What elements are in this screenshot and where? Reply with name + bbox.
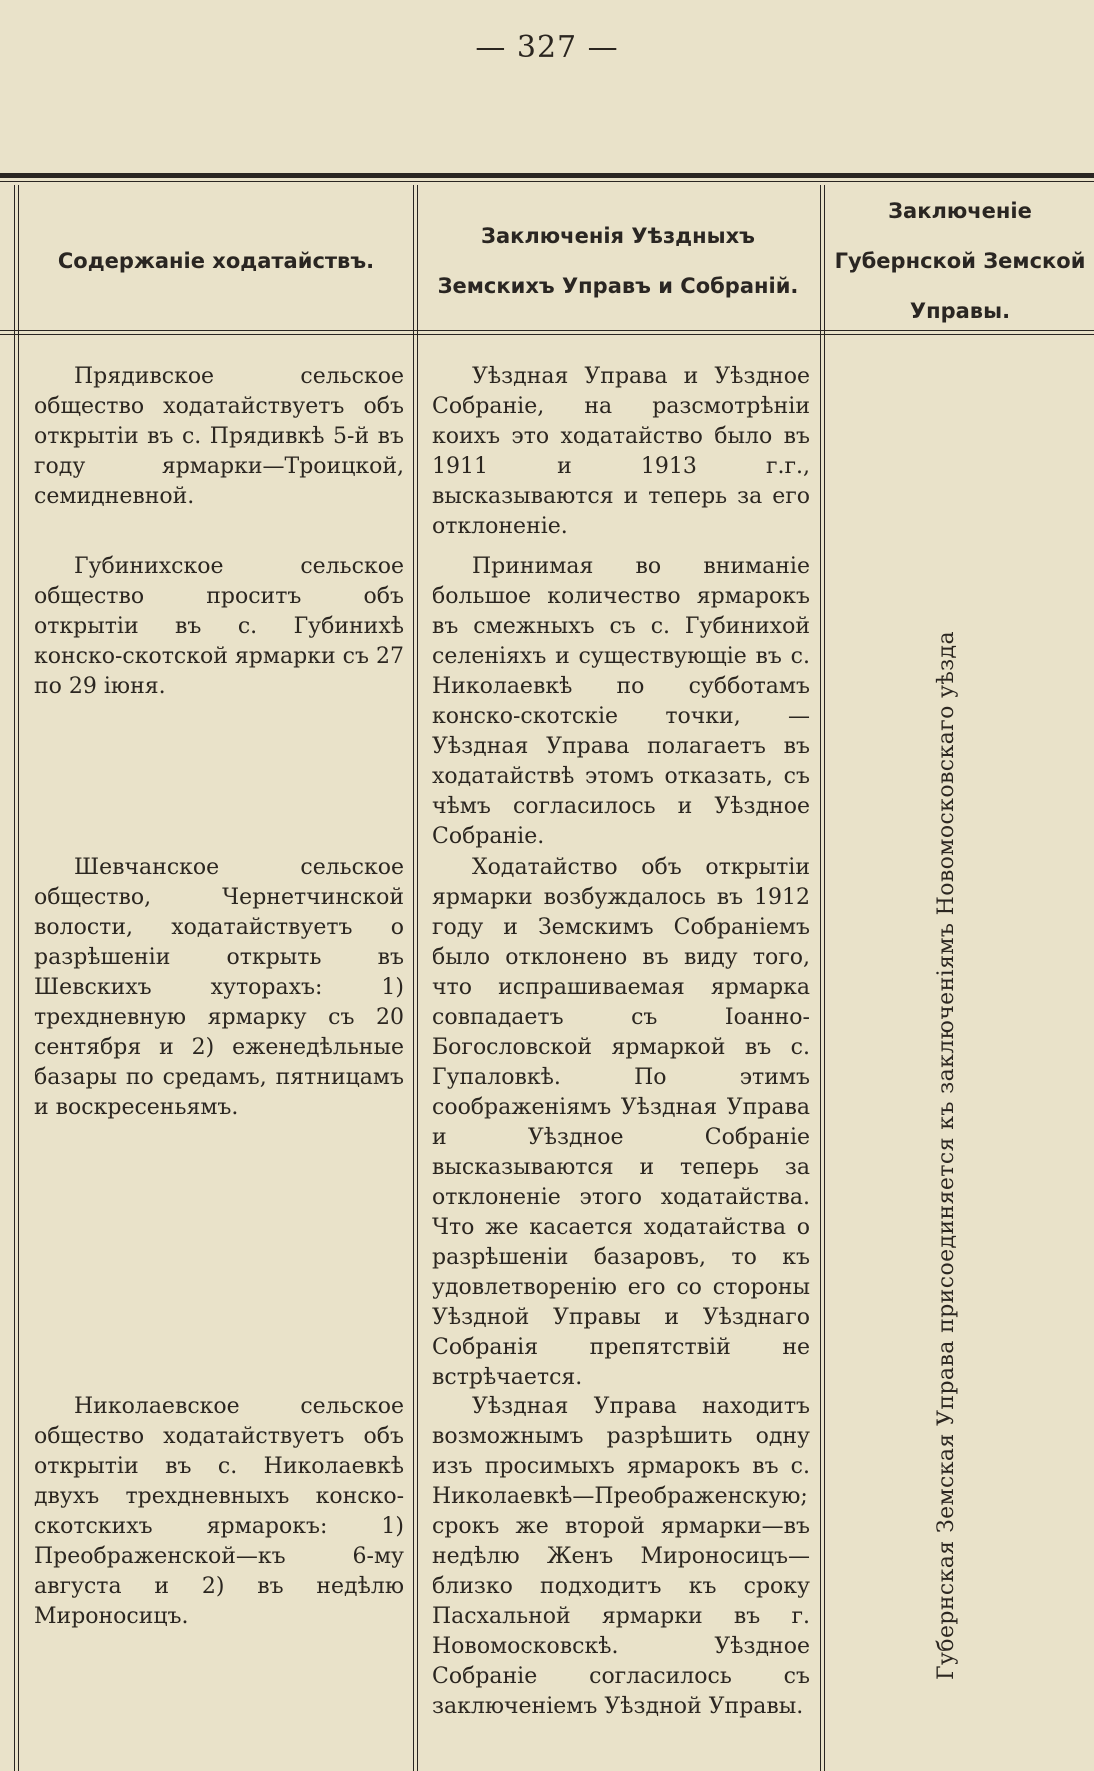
district-conclusion-nikolaevka: Уѣздная Управа находитъ возможнымъ разрѣшить одну изъ просимыхъ ярмарокъ въ с. Николаевкѣ—Преображенскую; срокъ же второй ярмарки—въ недѣлю Женъ Мироносицъ— близко подходитъ къ сроку Пасхальной ярмарки въ г. Новомосковскѣ. Уѣздное Собраніе согласилось съ заключеніемъ Уѣздной Управы. (432, 1394, 810, 1719)
petition-shevchanske: Шевчанское сельское общество, Чернетчинской волости, ходатайствуетъ о разрѣшеніи открыть въ Шевскихъ хуторахъ: 1) трехдневную ярмарку съ 20 сентября и 2) еженедѣльные базары по средамъ, пятницамъ и воскресеньямъ. (34, 855, 404, 1120)
district-conclusion-gubinikha: Принимая во вниманіе большое количество ярмарокъ въ смежныхъ съ с. Губинихой селеніяхъ и существующіе въ с. Николаевкѣ по субботамъ конско-скотскіе точки, — Уѣздная Управа полагаетъ въ ходатайствѣ этомъ отказать, съ чѣмъ согласилось и Уѣздное Собраніе. (432, 554, 810, 849)
petition-gubinikha: Губинихское сельское общество проситъ объ открытіи въ с. Губинихѣ конско-скотской ярмарки съ 27 по 29 іюня. (34, 554, 404, 699)
page-number: — 327 — (475, 30, 619, 65)
column-divider-2 (820, 185, 825, 1771)
provincial-conclusion: Губернская Земская Управа присоединяется къ заключеніямъ Новомосковскаго уѣзда (934, 631, 959, 1680)
header-district-conclusions: Заключенія Уѣздныхъ Земскихъ Управъ и Собраній. (437, 224, 799, 298)
top-rule (0, 173, 1094, 178)
header-petitions: Содержаніе ходатайствъ. (57, 249, 375, 273)
petition-nikolaevka: Николаевское сельское общество ходатайствуетъ объ открытіи въ с. Николаевкѣ двухъ трехдневныхъ конско-скотскихъ ярмарокъ: 1) Преображенской—къ 6-му августа и 2) въ недѣлю Мироносицъ. (34, 1394, 404, 1629)
top-thin-rule (0, 181, 1094, 182)
petition-pryadivka: Прядивское сельское общество ходатайствуетъ объ открытіи въ с. Прядивкѣ 5-й въ году ярмарки—Троицкой, семидневной. (34, 364, 404, 509)
header-provincial-conclusion: Заключеніе Губернской Земской Управы. (834, 199, 1086, 323)
district-conclusion-pryadivka: Уѣздная Управа и Уѣздное Собраніе, на разсмотрѣніи коихъ это ходатайство было въ 1911 и 1913 г.г., высказываются и теперь за его отклоненіе. (432, 364, 810, 539)
district-conclusion-shevchanske: Ходатайство объ открытіи ярмарки возбуждалось въ 1912 году и Земскимъ Собраніемъ было отклонено въ виду того, что испрашиваемая ярмарка совпадаетъ съ Іоанно-Богословской ярмаркой въ с. Гупаловкѣ. По этимъ соображеніямъ Уѣздная Управа и Уѣздное Собраніе высказываются и теперь за отклоненіе этого ходатайства. Что же касается ходатайства о разрѣшеніи базаровъ, то къ удовлетворенію его со стороны Уѣздной Управы и Уѣзднаго Собранія препятствій не встрѣчается. (432, 855, 810, 1390)
column-border-left (14, 185, 19, 1771)
column-divider-1 (413, 185, 418, 1771)
